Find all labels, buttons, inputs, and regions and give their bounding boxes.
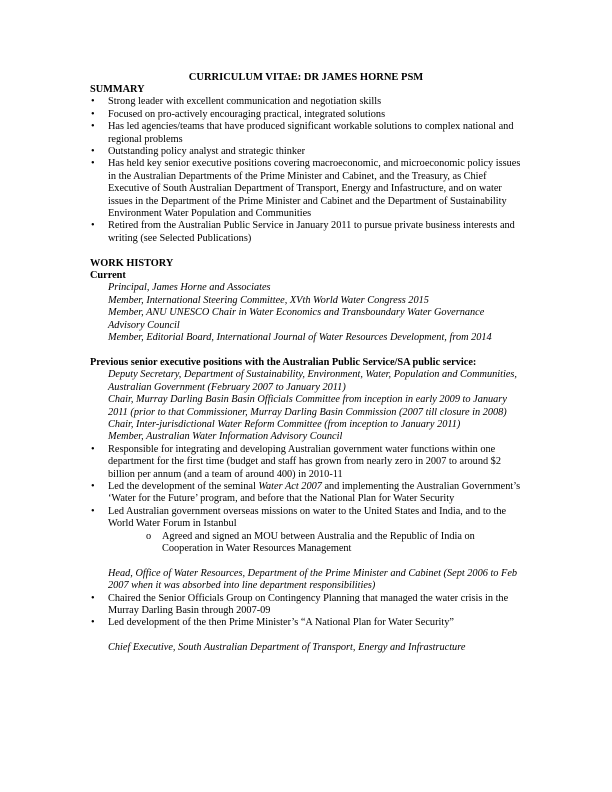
summary-heading: SUMMARY [90,84,145,95]
summary-list [90,96,522,245]
spacer [90,345,522,357]
achievement-item: • Led Australian government overseas missions on water to the United States and India, and to the World Water Forum in Istanbul [90,506,522,531]
summary-item: • Outstanding policy analyst and strategic thinker [90,146,522,158]
previous-role: Chair, Inter-jurisdictional Water Reform Committee (from inception to January 2011) [108,418,461,430]
current-label: Current [90,270,126,282]
water-act-title: Water Act 2007 [258,480,322,492]
document-body [90,84,522,655]
previous-achievements-list [90,444,522,531]
document-title: CURRICULUM VITAE: DR JAMES HORNE PSM [188,72,424,83]
pmc-achievement-item: • Chaired the Senior Officials Group on Contingency Planning that managed the water crisis in the Murray Darling Basin through 2007-09 [90,593,522,618]
achievement-item: • Responsible for integrating and developing Australian government water functions within one department for the first time (budget and staff has grown from nearly zero in 2007 to around $2 billion per annum (and a team of around 400) in 2010-11 [90,444,522,481]
achievement-subitem: o Agreed and signed an MOU between Australia and the Republic of India on Cooperation in Water Resources Management [90,531,522,556]
current-role: Principal, James Horne and Associates [108,282,271,294]
summary-item: • Has led agencies/teams that have produced significant workable solutions to complex national and regional problems [90,121,522,146]
summary-item: • Has held key senior executive positions covering macroeconomic, and microeconomic policy issues in the Australian Departments of the Prime Minister and Cabinet, and the Treasury, as Chief Executive of South Australian Department of Transport, Energy and Infastructure, and on water issues in the Department of the Prime Minister and Cabinet and the Department of Sustainability Environment Water Population and Communities [90,158,522,220]
current-role: Member, International Steering Committee, XVth World Water Congress 2015 [108,294,429,306]
work-history-heading: WORK HISTORY [90,257,174,269]
achievement-text: Led the development of the seminal [108,480,259,492]
summary-item: • Retired from the Australian Public Service in January 2011 to pursue private business interests and writing (see Selected Publications) [90,220,522,245]
previous-role: Member, Australian Water Information Advisory Council [108,431,343,443]
pmc-achievements-list [90,593,522,630]
previous-role: Deputy Secretary, Department of Sustainability, Environment, Water, Population and Communities, Australian Government (February 2007 to January 2011) [108,369,517,393]
summary-item: • Strong leader with excellent communication and negotiation skills [90,96,522,108]
spacer [90,555,522,567]
previous-role: Chair, Murray Darling Basin Basin Officials Committee from inception in early 2009 to January 2011 (prior to that Commissioner, Murray Darling Basin Commission (2007 till closure in 2008) [108,394,507,418]
achievement-text: and implementing the Australian Government’s ‘Water for the Future’ program, and before that the National Plan for Water Security [108,480,521,505]
current-role: Member, ANU UNESCO Chair in Water Economics and Transboundary Water Governance Advisory Council [108,307,485,331]
current-role: Member, Editorial Board, International Journal of Water Resources Development, from 2014 [108,332,492,344]
pmc-achievement-item: • Led development of the then Prime Minister’s “A National Plan for Water Security” [90,617,522,629]
previous-positions-label: Previous senior executive positions with the Australian Public Service/SA public service: [90,356,477,368]
achievement-sublist [90,531,522,556]
summary-item: • Focused on pro-actively encouraging practical, integrated solutions [90,109,522,121]
sa-role: Chief Executive, South Australian Department of Transport, Energy and Infrastructure [108,642,466,654]
pmc-role: Head, Office of Water Resources, Department of the Prime Minister and Cabinet (Sept 2006 to Feb 2007 when it was absorbed into line department responsibilities) [108,567,518,592]
achievement-item [90,481,522,506]
spacer [90,630,522,642]
spacer [90,245,522,257]
